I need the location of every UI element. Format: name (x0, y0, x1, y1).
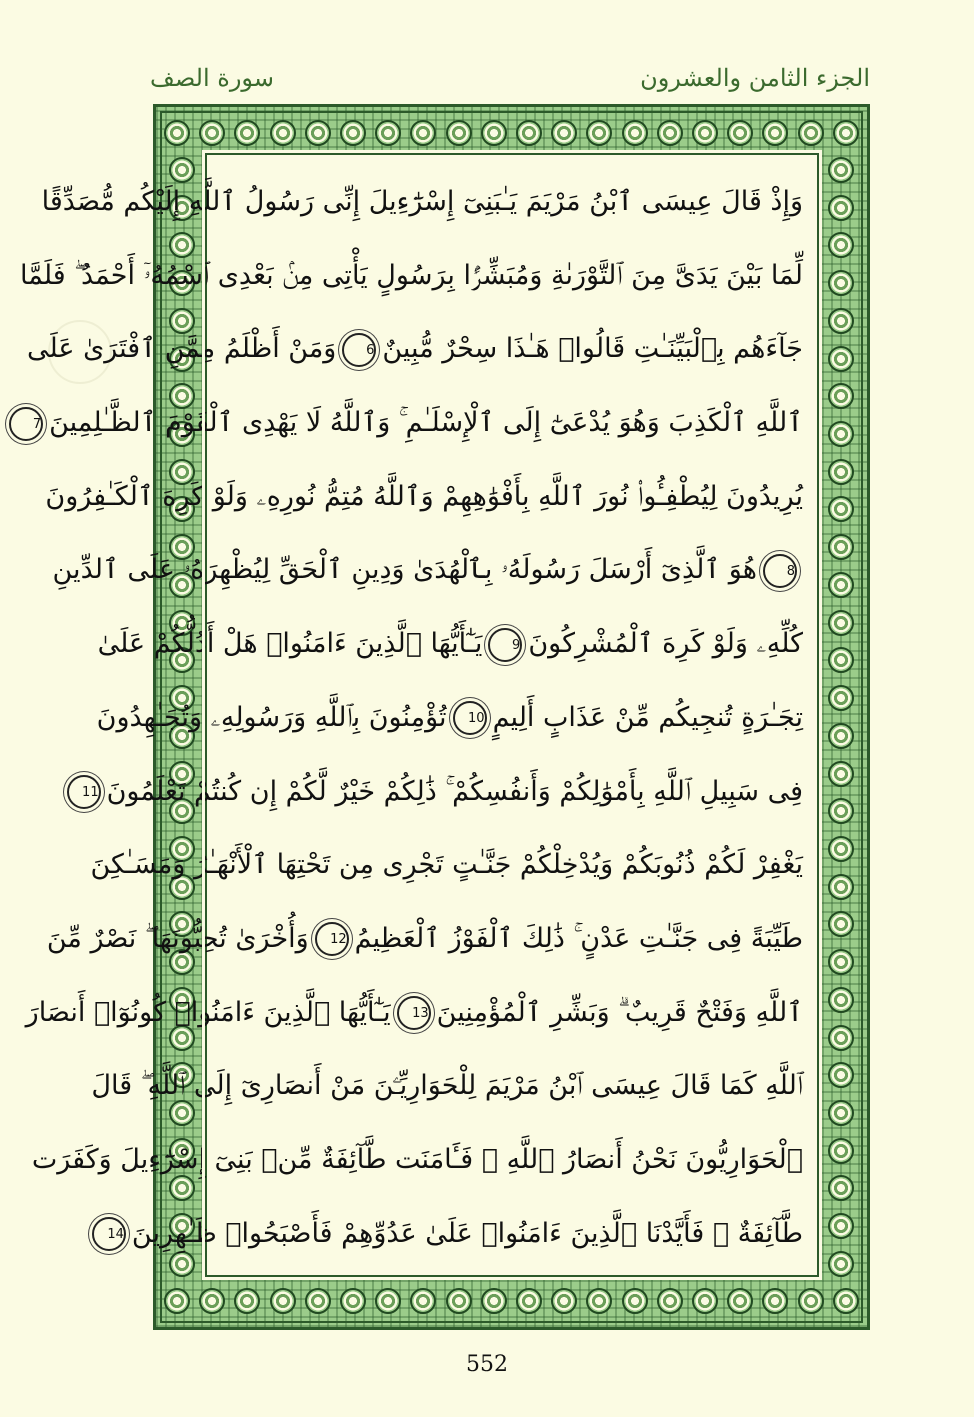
verse-line (97, 607, 803, 681)
knot-ornament-icon (828, 836, 854, 862)
ayah-number-marker: 7 (9, 407, 43, 441)
verse-line (32, 386, 803, 460)
knot-ornament-icon (828, 534, 854, 560)
verse-line (52, 533, 803, 607)
page-header (150, 52, 870, 92)
knot-ornament-icon (410, 120, 436, 146)
verse-text: وَمَنْ أَظْلَمُ مِمَّنِ ٱفْتَرَىٰ عَلَى (26, 333, 337, 365)
verse-line (25, 976, 803, 1050)
knot-ornament-icon (828, 459, 854, 485)
knot-ornament-icon (516, 1288, 542, 1314)
knot-ornament-icon (692, 1288, 718, 1314)
knot-ornament-icon (828, 572, 854, 598)
knot-ornament-icon (516, 120, 542, 146)
knot-ornament-icon (828, 911, 854, 937)
verse-text: يَـٰٓأَيُّهَا ٱلَّذِينَ ءَامَنُوا۟ هَلْ أَدُلُّكُمْ عَلَىٰ (97, 628, 483, 660)
verse-line (90, 828, 803, 902)
knot-ornament-icon (199, 1288, 225, 1314)
knot-ornament-icon (828, 949, 854, 975)
knot-ornament-icon (798, 1288, 824, 1314)
knot-ornament-icon (828, 1251, 854, 1277)
knot-ornament-icon (833, 1288, 859, 1314)
knot-ornament-icon (446, 1288, 472, 1314)
knot-ornament-icon (340, 1288, 366, 1314)
verse-text: هُوَ ٱلَّذِىٓ أَرْسَلَ رَسُولَهُۥ بِٱلْهُدَىٰ وَدِينِ ٱلْحَقِّ لِيُظْهِرَهُۥ عَلَى ٱلدِّينِ (52, 554, 757, 586)
ayah-number-marker: 10 (453, 701, 487, 735)
ayah-number-marker: 6 (342, 333, 376, 367)
verse-text: يَغْفِرْ لَكُمْ ذُنُوبَكُمْ وَيُدْخِلْكُمْ جَنَّـٰتٍ تَجْرِى مِن تَحْتِهَا ٱلْأَنْهَـٰرُ وَمَسَـٰكِنَ (90, 849, 803, 881)
verse-line (20, 239, 803, 313)
knot-ornament-icon (828, 798, 854, 824)
knot-ornament-icon (828, 421, 854, 447)
verse-text: كُلِّهِۦ وَلَوْ كَرِهَ ٱلْمُشْرِكُونَ (528, 628, 803, 660)
juz-title: الجزء الثامن والعشرون (640, 64, 870, 92)
knot-ornament-icon (551, 1288, 577, 1314)
knot-ornament-icon (481, 120, 507, 146)
knot-ornament-icon (762, 1288, 788, 1314)
knot-ornament-icon (199, 120, 225, 146)
knot-ornament-icon (164, 1288, 190, 1314)
knot-ornament-icon (833, 120, 859, 146)
knot-ornament-icon (828, 1175, 854, 1201)
knot-ornament-icon (657, 120, 683, 146)
quran-text-panel (20, 153, 819, 1277)
ayah-number-marker: 8 (763, 554, 797, 588)
knot-ornament-icon (828, 1100, 854, 1126)
verse-line (41, 165, 803, 239)
knot-ornament-icon (828, 346, 854, 372)
knot-ornament-icon (727, 1288, 753, 1314)
verse-text: يَـٰٓأَيُّهَا ٱلَّذِينَ ءَامَنُوا۟ كُونُوٓا۟ أَنصَارَ (25, 996, 391, 1028)
knot-ornament-icon (828, 270, 854, 296)
knot-ornament-icon (828, 610, 854, 636)
verse-text: تِجَـٰرَةٍ تُنجِيكُم مِّنْ عَذَابٍ أَلِيمٍ (492, 701, 803, 733)
verse-line (107, 1197, 803, 1271)
knot-ornament-icon (305, 120, 331, 146)
ayah-number-marker: 9 (488, 628, 522, 662)
knot-ornament-icon (586, 1288, 612, 1314)
ayah-number-marker: 11 (67, 775, 101, 809)
surah-title: سورة الصف (150, 64, 274, 92)
verse-line (91, 1049, 803, 1123)
knot-ornament-icon (305, 1288, 331, 1314)
knot-ornament-icon (828, 987, 854, 1013)
knot-ornament-icon (270, 120, 296, 146)
verse-line (26, 312, 803, 386)
knot-ornament-icon (828, 761, 854, 787)
knot-ornament-icon (762, 120, 788, 146)
ayah-number-marker: 12 (315, 922, 349, 956)
frame-right-ornaments (821, 157, 861, 1277)
ayah-number-marker: 14 (92, 1217, 126, 1251)
verse-text: وَإِذْ قَالَ عِيسَى ٱبْنُ مَرْيَمَ يَـٰبَنِىٓ إِسْرَٰٓءِيلَ إِنِّى رَسُولُ ٱللَّهِ إِلَيْكُم مُّصَدِّقًا (41, 186, 803, 217)
verse-text: طَّآئِفَةٌ ۖ فَأَيَّدْنَا ٱلَّذِينَ ءَامَنُوا۟ عَلَىٰ عَدُوِّهِمْ فَأَصْبَحُوا۟ ظَـٰهِرِينَ (131, 1217, 803, 1249)
knot-ornament-icon (551, 120, 577, 146)
frame-top-ornaments (164, 113, 859, 153)
knot-ornament-icon (828, 647, 854, 673)
knot-ornament-icon (622, 1288, 648, 1314)
verse-text: جَآءَهُم بِٱلْبَيِّنَـٰتِ قَالُوا۟ هَـٰذَا سِحْرٌ مُّبِينٌ (382, 333, 803, 365)
knot-ornament-icon (692, 120, 718, 146)
verse-text: ٱللَّهِ وَفَتْحٌ قَرِيبٌ ۗ وَبَشِّرِ ٱلْمُؤْمِنِينَ (436, 996, 803, 1028)
knot-ornament-icon (828, 723, 854, 749)
knot-ornament-icon (234, 120, 260, 146)
knot-ornament-icon (828, 1062, 854, 1088)
verse-line (82, 755, 803, 829)
verse-text: وَأُخْرَىٰ تُحِبُّونَهَا ۖ نَصْرٌ مِّنَ (46, 922, 309, 954)
ayah-number-marker: 13 (397, 996, 431, 1030)
knot-ornament-icon (828, 496, 854, 522)
verse-text: لِّمَا بَيْنَ يَدَىَّ مِنَ ٱلتَّوْرَىٰةِ وَمُبَشِّرًۢا بِرَسُولٍ يَأْتِى مِنۢ بَعْدِى ٱسْمُهُۥٓ أَحْمَدُ ۖ فَلَمَّا (20, 259, 803, 291)
verse-text: ٱللَّهِ ٱلْكَذِبَ وَهُوَ يُدْعَىٰٓ إِلَى ٱلْإِسْلَـٰمِ ۚ وَٱللَّهُ لَا يَهْدِى ٱلْقَوْمَ ٱلظَّـٰلِمِينَ (49, 407, 803, 439)
verse-text: ٱلْحَوَارِيُّونَ نَحْنُ أَنصَارُ ٱللَّهِ ۖ فَـَٔامَنَت طَّآئِفَةٌ مِّنۢ بَنِىٓ إِسْرَٰٓءِيلَ وَكَفَرَت (31, 1143, 803, 1175)
knot-ornament-icon (270, 1288, 296, 1314)
knot-ornament-icon (410, 1288, 436, 1314)
verse-text: فِى سَبِيلِ ٱللَّهِ بِأَمْوَٰلِكُمْ وَأَنفُسِكُمْ ۚ ذَٰلِكُمْ خَيْرٌ لَّكُمْ إِن كُنتُمْ تَعْلَمُونَ (106, 775, 803, 807)
knot-ornament-icon (828, 232, 854, 258)
verse-text: ٱللَّهِ كَمَا قَالَ عِيسَى ٱبْنُ مَرْيَمَ لِلْحَوَارِيِّـۧنَ مَنْ أَنصَارِىٓ إِلَى ٱللَّهِ ۖ قَالَ (91, 1070, 803, 1102)
knot-ornament-icon (657, 1288, 683, 1314)
knot-ornament-icon (727, 120, 753, 146)
knot-ornament-icon (446, 120, 472, 146)
frame-bottom-ornaments (164, 1281, 859, 1321)
page-number: 552 (466, 1352, 508, 1377)
verse-line (46, 902, 803, 976)
verse-line (31, 1123, 803, 1197)
knot-ornament-icon (828, 874, 854, 900)
knot-ornament-icon (340, 120, 366, 146)
knot-ornament-icon (798, 120, 824, 146)
knot-ornament-icon (828, 308, 854, 334)
verse-line (45, 460, 803, 534)
knot-ornament-icon (375, 120, 401, 146)
knot-ornament-icon (828, 1213, 854, 1239)
knot-ornament-icon (828, 1025, 854, 1051)
knot-ornament-icon (481, 1288, 507, 1314)
verse-text: تُؤْمِنُونَ بِٱللَّهِ وَرَسُولِهِۦ وَتُجَـٰهِدُونَ (96, 701, 447, 733)
knot-ornament-icon (828, 1138, 854, 1164)
knot-ornament-icon (828, 157, 854, 183)
knot-ornament-icon (586, 120, 612, 146)
knot-ornament-icon (828, 685, 854, 711)
verse-text: يُرِيدُونَ لِيُطْفِـُٔوا۟ نُورَ ٱللَّهِ بِأَفْوَٰهِهِمْ وَٱللَّهُ مُتِمُّ نُورِهِۦ وَلَوْ كَرِهَ ٱلْكَـٰفِرُونَ (45, 480, 803, 512)
verse-line (96, 681, 803, 755)
verse-text: طَيِّبَةً فِى جَنَّـٰتِ عَدْنٍ ۚ ذَٰلِكَ ٱلْفَوْزُ ٱلْعَظِيمُ (354, 922, 803, 954)
knot-ornament-icon (375, 1288, 401, 1314)
knot-ornament-icon (828, 383, 854, 409)
knot-ornament-icon (622, 120, 648, 146)
knot-ornament-icon (828, 195, 854, 221)
knot-ornament-icon (164, 120, 190, 146)
knot-ornament-icon (234, 1288, 260, 1314)
